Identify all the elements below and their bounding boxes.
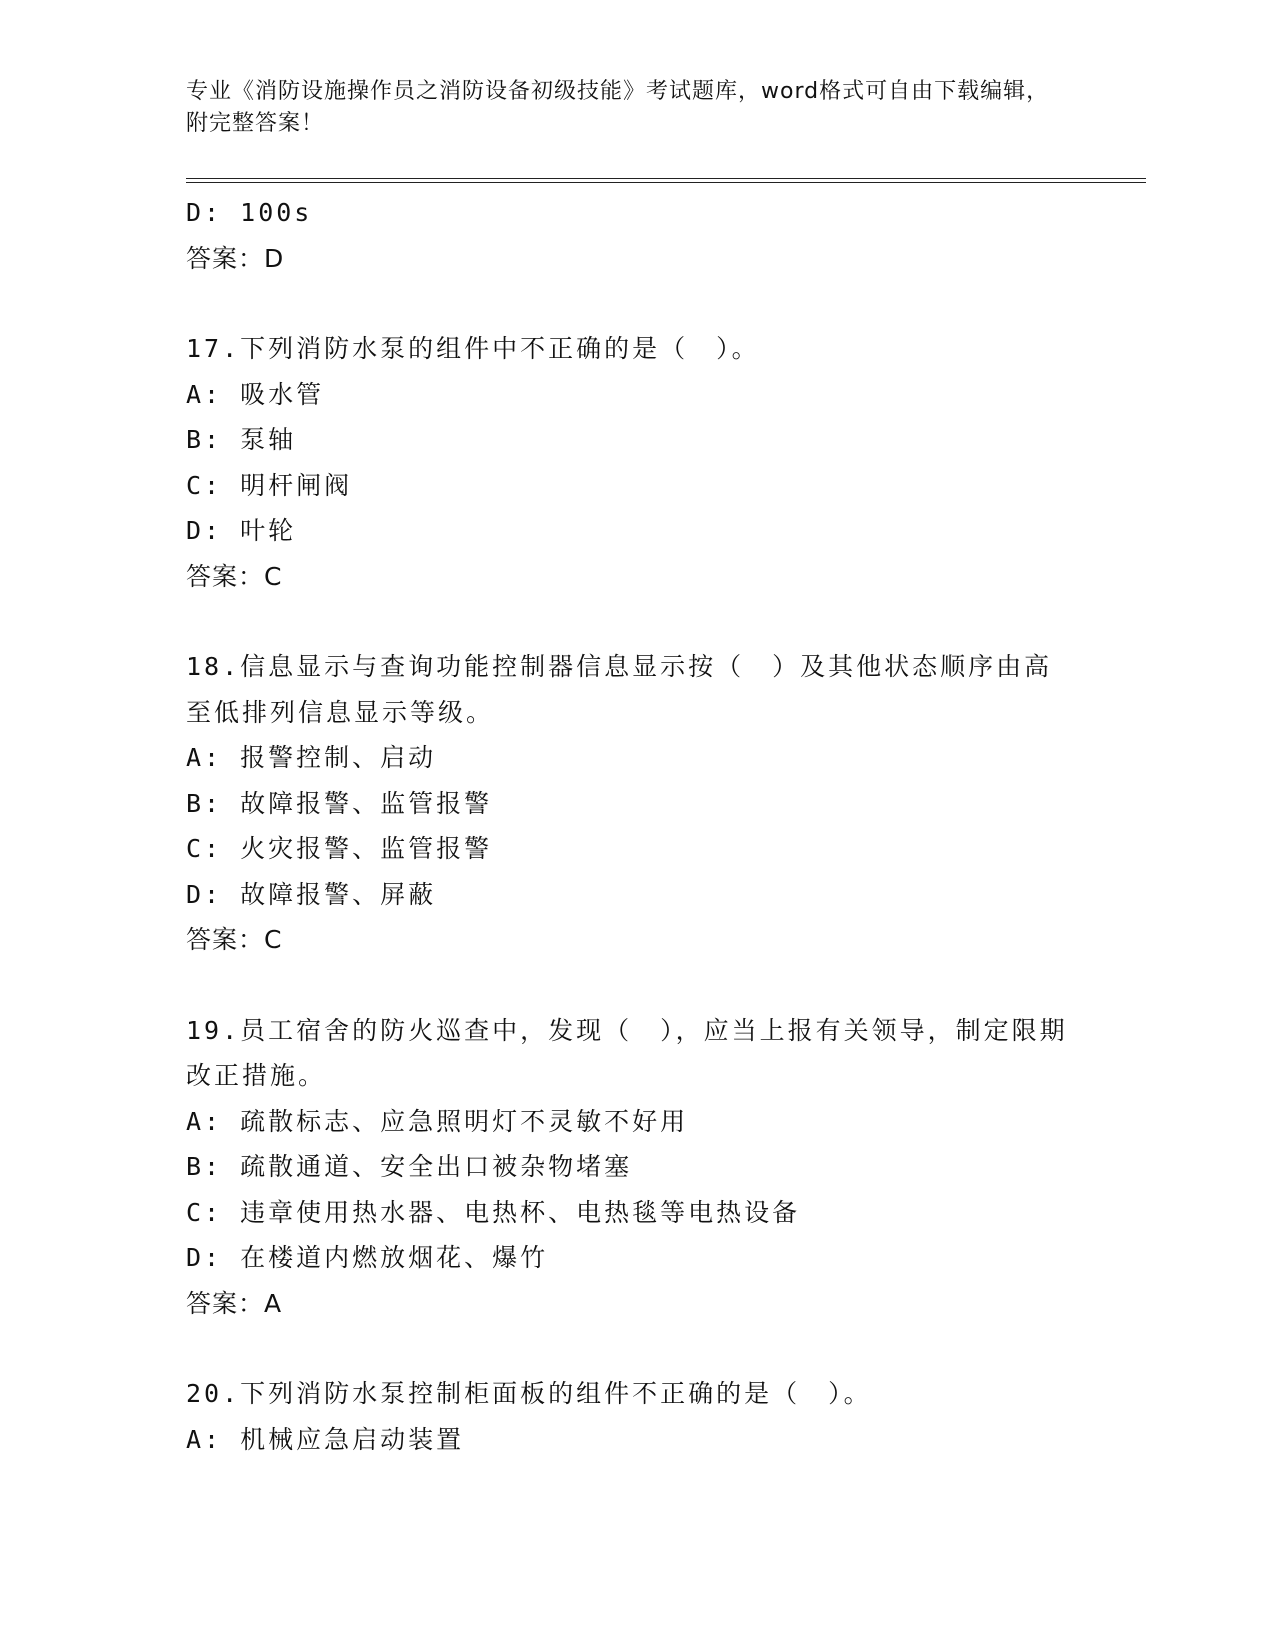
option-a: A: 报警控制、启动 xyxy=(186,743,437,772)
answer: 答案：C xyxy=(186,925,283,954)
option-d: D: 100s xyxy=(186,198,313,227)
option-b: B: 故障报警、监管报警 xyxy=(186,788,493,818)
option-d: D: 故障报警、屏蔽 xyxy=(186,879,437,909)
option-d: D: 叶轮 xyxy=(186,516,297,545)
question-stem: 17.下列消防水泵的组件中不正确的是（ ）。 xyxy=(186,334,760,363)
question-stem: 19.员工宿舍的防火巡查中，发现（ ），应当上报有关领导，制定限期改正措施。 xyxy=(186,1015,1068,1090)
answer: 答案：C xyxy=(186,561,283,591)
answer: 答案：A xyxy=(186,1288,283,1318)
option-d: D: 在楼道内燃放烟花、爆竹 xyxy=(186,1243,549,1272)
option-a: A: 吸水管 xyxy=(186,379,325,409)
document-body xyxy=(186,190,1086,1462)
question-20 xyxy=(186,1371,1086,1462)
option-c: C: 火灾报警、监管报警 xyxy=(186,834,493,863)
option-b: B: 泵轴 xyxy=(186,425,297,454)
option-c: C: 明杆闸阀 xyxy=(186,470,353,500)
page-header: 专业《消防设施操作员之消防设备初级技能》考试题库，word格式可自由下载编辑，附完整答案！ xyxy=(186,79,1050,136)
question-18 xyxy=(186,644,1086,963)
question-17 xyxy=(186,326,1086,599)
option-a: A: 机械应急启动装置 xyxy=(186,1424,465,1454)
option-c: C: 违章使用热水器、电热杯、电热毯等电热设备 xyxy=(186,1197,801,1227)
answer: 答案：D xyxy=(186,243,285,273)
question-stem: 18.信息显示与查询功能控制器信息显示按（ ）及其他状态顺序由高至低排列信息显示等级。 xyxy=(186,652,1053,727)
question-stem: 20.下列消防水泵控制柜面板的组件不正确的是（ ）。 xyxy=(186,1379,872,1408)
option-a: A: 疏散标志、应急照明灯不灵敏不好用 xyxy=(186,1106,689,1136)
question-19 xyxy=(186,1008,1086,1327)
header-divider xyxy=(186,178,1146,183)
option-b: B: 疏散通道、安全出口被杂物堵塞 xyxy=(186,1152,633,1181)
